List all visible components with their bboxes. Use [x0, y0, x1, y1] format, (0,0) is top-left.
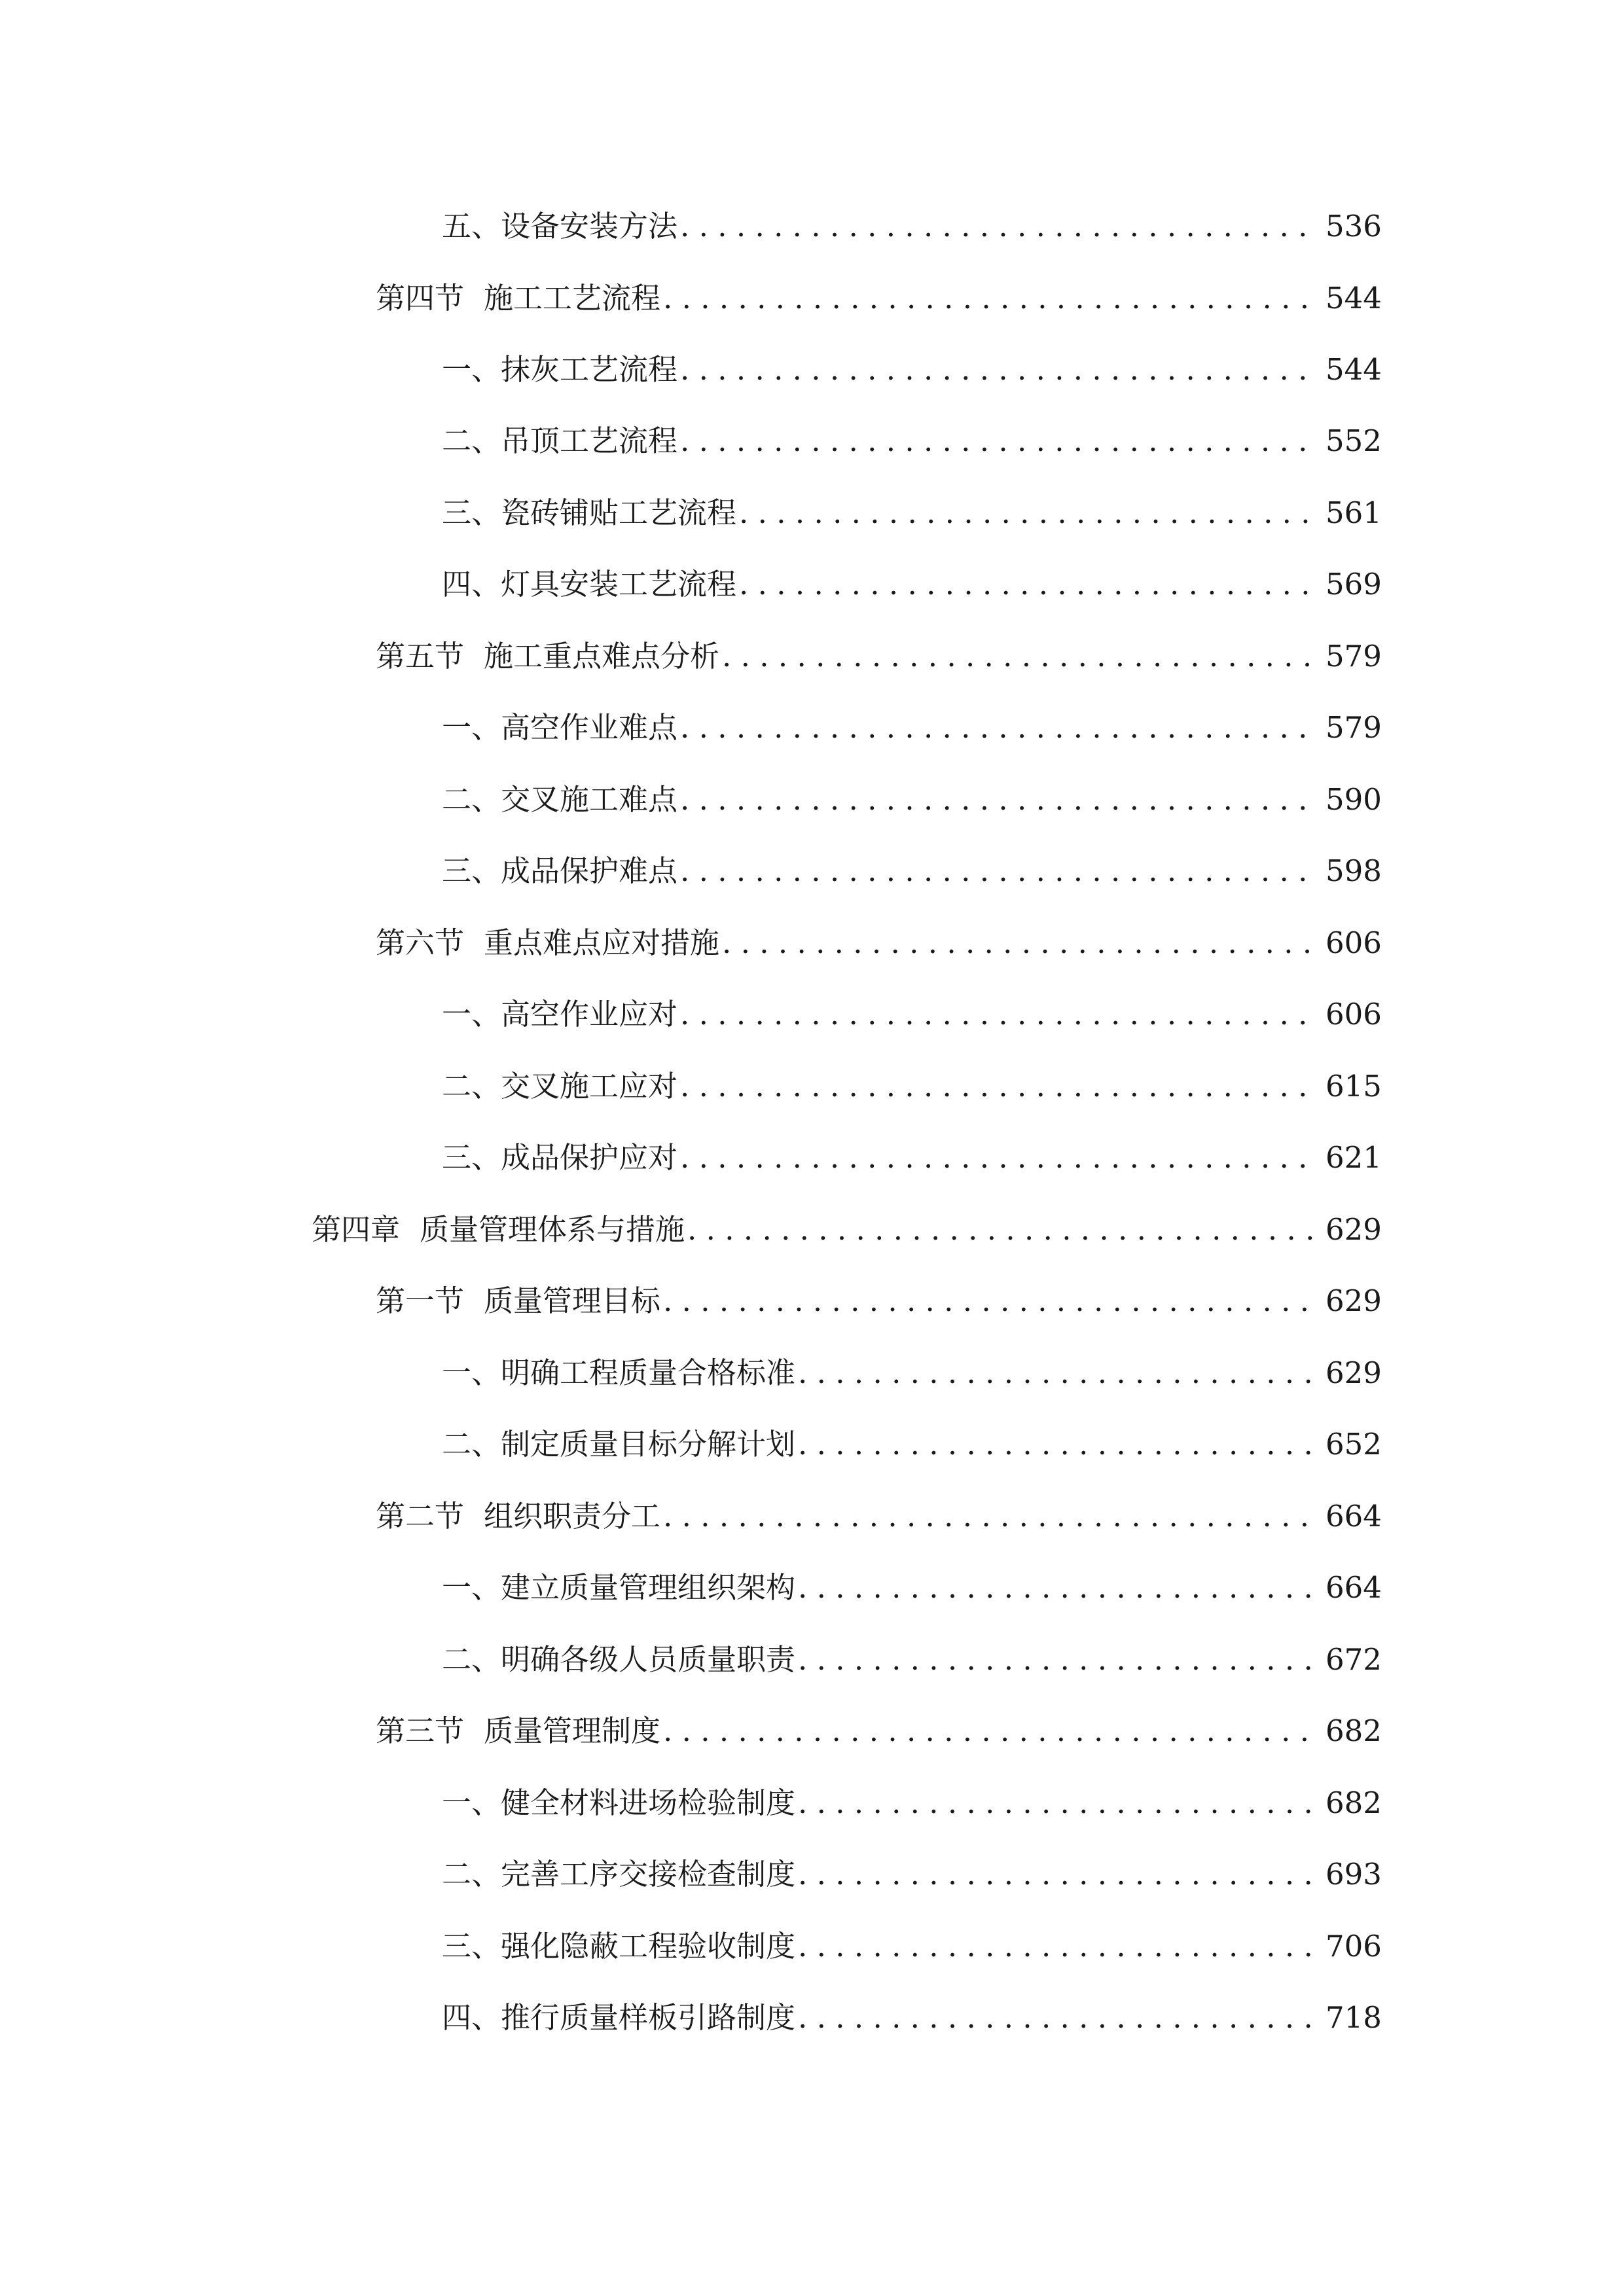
- toc-entry[interactable]: [442, 1848, 1380, 1901]
- toc-entry[interactable]: [376, 1275, 1380, 1327]
- toc-entry-page: 606: [1326, 925, 1382, 960]
- toc-entry-title: 瓷砖铺贴工艺流程: [501, 495, 737, 530]
- toc-entry-page: 652: [1326, 1427, 1382, 1462]
- toc-entry-number: 三、: [442, 1929, 501, 1964]
- dot-leader: [663, 1275, 1318, 1327]
- toc-entry-number: 第四节: [376, 281, 465, 315]
- toc-entry[interactable]: [442, 774, 1380, 826]
- toc-entry-number: 第四章: [312, 1212, 401, 1247]
- toc-entry-page: 621: [1326, 1140, 1382, 1175]
- toc-entry-title: 成品保护难点: [501, 853, 678, 888]
- toc-entry-page: 579: [1326, 710, 1382, 745]
- toc-entry-page: 664: [1326, 1570, 1382, 1605]
- toc-entry-number: 第一节: [376, 1283, 465, 1318]
- toc-entry[interactable]: [442, 558, 1380, 611]
- dot-leader: [798, 1777, 1318, 1829]
- toc-entry-title: 强化隐蔽工程验收制度: [501, 1929, 796, 1964]
- toc-entry[interactable]: [376, 272, 1380, 325]
- toc-entry-page: 606: [1326, 997, 1382, 1031]
- toc-entry-number: 二、: [442, 423, 501, 458]
- toc-entry-title: 施工重点难点分析: [484, 639, 720, 673]
- dot-leader: [687, 1204, 1318, 1256]
- toc-entry-page: 598: [1326, 853, 1382, 888]
- toc-entry-title: 高空作业难点: [501, 710, 678, 745]
- toc-entry-number: 一、: [442, 1570, 501, 1605]
- toc-entry[interactable]: [442, 1060, 1380, 1113]
- dot-leader: [798, 1562, 1318, 1614]
- dot-leader: [663, 1705, 1318, 1757]
- toc-entry-title: 抹灰工艺流程: [501, 352, 678, 387]
- toc-entry-number: 一、: [442, 352, 501, 387]
- dot-leader: [680, 988, 1318, 1041]
- toc-entry-page: 629: [1326, 1355, 1382, 1390]
- toc-entry-number: 第五节: [376, 639, 465, 673]
- toc-entry-title: 重点难点应对措施: [484, 925, 720, 960]
- toc-entry-page: 561: [1326, 495, 1382, 530]
- toc-entry-page: 615: [1326, 1069, 1382, 1103]
- dot-leader: [680, 845, 1318, 897]
- toc-entry-number: 五、: [442, 209, 501, 243]
- toc-entry-number: 一、: [442, 1355, 501, 1390]
- dot-leader: [663, 1490, 1318, 1543]
- toc-entry[interactable]: [442, 702, 1380, 754]
- toc-entry-page: 664: [1326, 1499, 1382, 1534]
- toc-entry-number: 一、: [442, 1785, 501, 1820]
- toc-entry-title: 质量管理制度: [484, 1713, 661, 1748]
- toc-entry-page: 629: [1326, 1283, 1382, 1318]
- dot-leader: [798, 1418, 1318, 1471]
- toc-entry-number: 一、: [442, 997, 501, 1031]
- toc-entry-title: 成品保护应对: [501, 1140, 678, 1175]
- toc-entry-number: 四、: [442, 2000, 501, 2035]
- dot-leader: [739, 487, 1318, 539]
- toc-entry-number: 二、: [442, 1857, 501, 1892]
- toc-entry-title: 明确各级人员质量职责: [501, 1642, 796, 1677]
- dot-leader: [722, 917, 1318, 969]
- toc-entry-number: 第三节: [376, 1713, 465, 1748]
- toc-entry[interactable]: [376, 1490, 1380, 1543]
- toc-entry-number: 二、: [442, 1427, 501, 1462]
- toc-entry[interactable]: [442, 344, 1380, 396]
- toc-entry[interactable]: [442, 200, 1380, 253]
- dot-leader: [680, 415, 1318, 467]
- toc-entry-page: 544: [1326, 281, 1382, 315]
- toc-entry-title: 吊顶工艺流程: [501, 423, 678, 458]
- dot-leader: [680, 344, 1318, 396]
- toc-entry-number: 三、: [442, 853, 501, 888]
- dot-leader: [680, 774, 1318, 826]
- toc-entry-number: 二、: [442, 782, 501, 817]
- toc-entry[interactable]: [376, 1705, 1380, 1757]
- toc-entry[interactable]: [442, 1777, 1380, 1829]
- toc-entry-number: 二、: [442, 1069, 501, 1103]
- toc-entry-number: 三、: [442, 1140, 501, 1175]
- toc-entry-title: 健全材料进场检验制度: [501, 1785, 796, 1820]
- toc-entry-page: 579: [1326, 639, 1382, 673]
- dot-leader: [663, 272, 1318, 325]
- toc-entry[interactable]: [442, 415, 1380, 467]
- dot-leader: [798, 1992, 1318, 2044]
- dot-leader: [798, 1848, 1318, 1901]
- toc-entry-page: 552: [1326, 423, 1382, 458]
- toc-entry-number: 二、: [442, 1642, 501, 1677]
- toc-entry-number: 第六节: [376, 925, 465, 960]
- toc-entry[interactable]: [312, 1204, 1380, 1256]
- toc-entry[interactable]: [376, 630, 1380, 683]
- toc-entry-page: 672: [1326, 1642, 1382, 1677]
- toc-entry-page: 682: [1326, 1785, 1382, 1820]
- toc-entry-page: 718: [1326, 2000, 1382, 2035]
- toc-entry[interactable]: [442, 1347, 1380, 1399]
- toc-entry-title: 明确工程质量合格标准: [501, 1355, 796, 1390]
- toc-entry-page: 693: [1326, 1857, 1382, 1892]
- toc-entry-number: 第二节: [376, 1499, 465, 1534]
- toc-entry-title: 交叉施工难点: [501, 782, 678, 817]
- toc-entry-page: 536: [1326, 209, 1382, 243]
- toc-entry-number: 一、: [442, 710, 501, 745]
- dot-leader: [680, 1132, 1318, 1184]
- toc-entry[interactable]: [442, 487, 1380, 539]
- toc-entry[interactable]: [442, 1920, 1380, 1973]
- toc-entry[interactable]: [442, 1132, 1380, 1184]
- toc-entry-title: 建立质量管理组织架构: [501, 1570, 796, 1605]
- toc-entry[interactable]: [442, 1634, 1380, 1686]
- dot-leader: [798, 1920, 1318, 1973]
- dot-leader: [722, 630, 1318, 683]
- toc-entry-title: 制定质量目标分解计划: [501, 1427, 796, 1462]
- toc-entry-number: 四、: [442, 567, 501, 601]
- toc-entry[interactable]: [442, 988, 1380, 1041]
- toc-entry-title: 高空作业应对: [501, 997, 678, 1031]
- dot-leader: [680, 702, 1318, 754]
- toc-entry-title: 组织职责分工: [484, 1499, 661, 1534]
- toc-entry-number: 三、: [442, 495, 501, 530]
- dot-leader: [798, 1347, 1318, 1399]
- toc-entry-title: 设备安装方法: [501, 209, 678, 243]
- toc-entry[interactable]: [442, 1418, 1380, 1471]
- toc-entry-page: 544: [1326, 352, 1382, 387]
- toc-entry-page: 706: [1326, 1929, 1382, 1964]
- toc-entry-page: 682: [1326, 1713, 1382, 1748]
- dot-leader: [680, 200, 1318, 253]
- toc-entry-title: 完善工序交接检查制度: [501, 1857, 796, 1892]
- dot-leader: [680, 1060, 1318, 1113]
- dot-leader: [739, 558, 1318, 611]
- toc-entry-title: 质量管理体系与措施: [420, 1212, 685, 1247]
- toc-entry-page: 569: [1326, 567, 1382, 601]
- toc-entry-title: 交叉施工应对: [501, 1069, 678, 1103]
- toc-entry-title: 推行质量样板引路制度: [501, 2000, 796, 2035]
- toc-entry[interactable]: [442, 1562, 1380, 1614]
- toc-entry-page: 629: [1326, 1212, 1382, 1247]
- toc-entry-page: 590: [1326, 782, 1382, 817]
- toc-entry-title: 施工工艺流程: [484, 281, 661, 315]
- toc-entry[interactable]: [442, 845, 1380, 897]
- toc-entry-title: 质量管理目标: [484, 1283, 661, 1318]
- toc-entry[interactable]: [376, 917, 1380, 969]
- toc-entry-title: 灯具安装工艺流程: [501, 567, 737, 601]
- toc-entry[interactable]: [442, 1992, 1380, 2044]
- dot-leader: [798, 1634, 1318, 1686]
